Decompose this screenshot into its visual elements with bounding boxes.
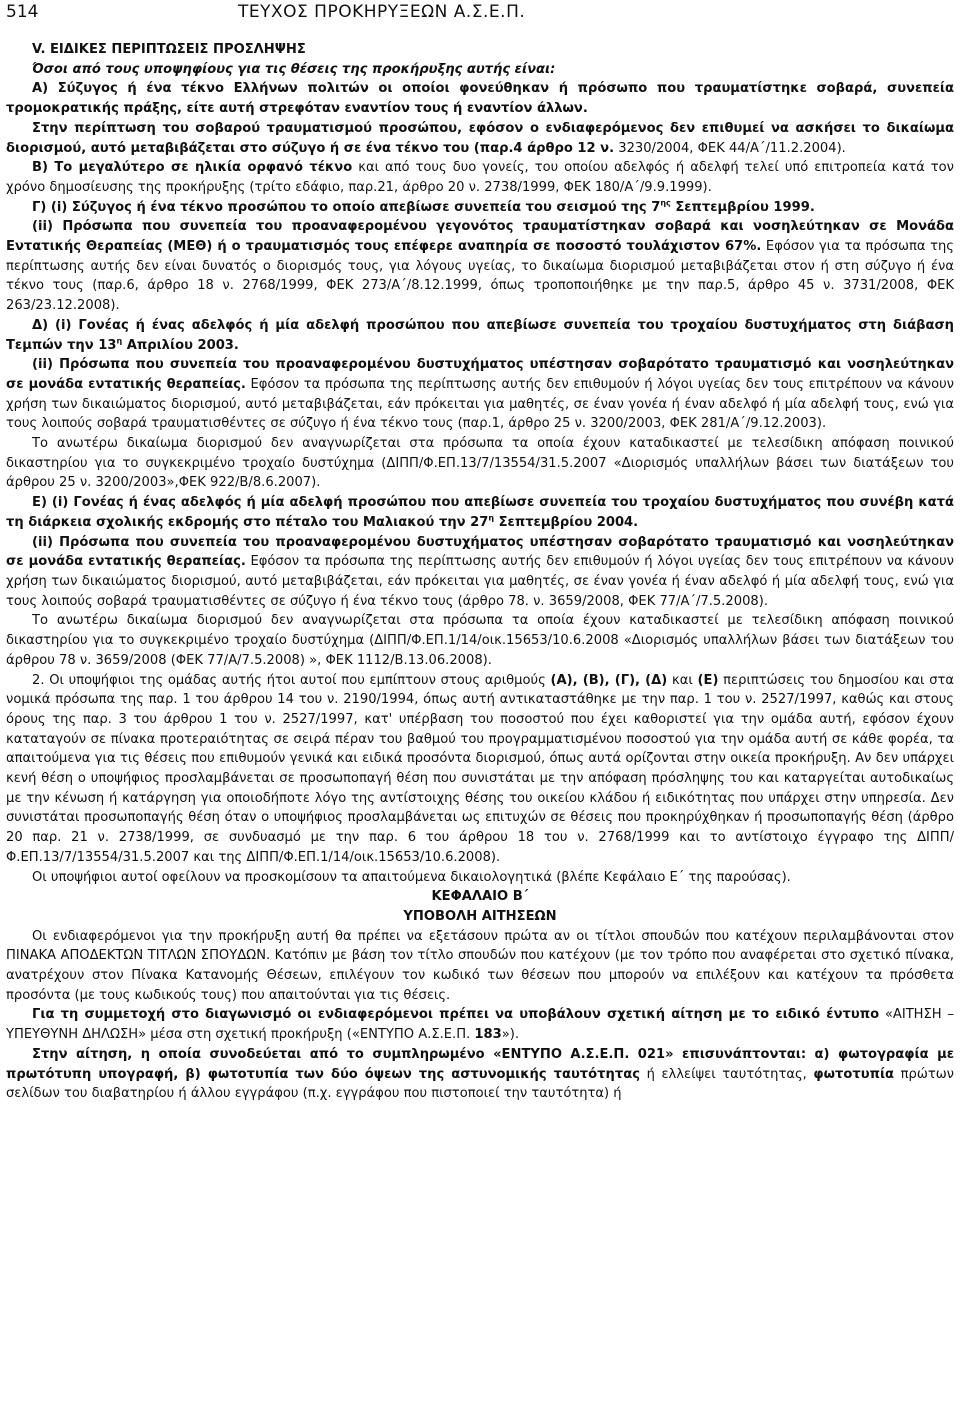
paragraph-2: 2. Οι υποψήφιοι της ομάδας αυτής ήτοι αυτοί που εμπίπτουν στους αριθμούς (Α), (Β), (Γ), (Δ) και (Ε) περιπτώσεις του δημοσίου και στα νομικά πρόσωπα της παρ. 1 του άρθρου 14 του ν. 2190/1994, όπως αυτή αντικαταστάθηκε με την παρ. 1 του ν. 2527/1997, καθώς και στους όρους της παρ. 3 του άρθρου 1 του ν. 2527/1997, κατ' υπέρβαση του ποσοστού που έχει καθοριστεί για την ομάδα αυτή, εφόσον έχουν καταταγούν σε πίνακα προτεραιότητας σε σειρά πέραν του βαθμού του προγραμματισμένου ποσοστού για την ομάδα αυτή σε κάθε φορέα, τα απαιτούμενα για τις θέσεις που επιθυμούν γενικά και ειδικά προσόντα διορισμού, όπως αυτά ορίζονται στην οικεία προκήρυξη. Αν δεν υπάρχει κενή θέση ο υποψήφιος προσλαμβάνεται σε προσωποπαγή θέση που συνιστάται με την απόφαση πρόσληψης του και καταργείται αυτοδικαίως με την κένωση ή κατάργηση για οποιοδήποτε λόγο της αντίστοιχης θέσης του οικείου κλάδου ή ειδικότητας που υπάρχει στην υπηρεσία. Δεν συνιστάται προσωποπαγής θέση όταν ο υποψήφιος προσλαμβάνεται ως επιτυχών σε θέσεις που προκηρύχθηκαν ή προσωποπαγής θέση (άρθρο 20 παρ. 21 ν. 2738/1999, σε συνδυασμό με την παρ. 6 του άρθρου 18 του ν. 2768/1999 και το αντίστοιχο έγγραφο της ΔΙΠΠ/Φ.ΕΠ.13/7/13554/31.5.2007 και της ΔΙΠΠ/Φ.ΕΠ.1/14/οικ.15653/10.6.2008). bbox=[6, 672, 955, 865]
submission-paragraph-2: Για τη συμμετοχή στο διαγωνισμό οι ενδιαφερόμενοι πρέπει να υποβάλουν σχετική αίτηση με το ειδικό έντυπο «ΑΙΤΗΣΗ – ΥΠΕΥΘΥΝΗ ΔΗΛΩΣΗ» μέσα στη σχετική προκήρυξη («ΕΝΤΥΠΟ Α.Σ.Ε.Π. 183»). bbox=[6, 1007, 954, 1043]
case-e-i: Ε) (i) Γονέας ή ένας αδελφός ή μία αδελφή προσώπου που απεβίωσε συνεπεία του τροχαίου δυστυχήματος που συνέβη κατά τη διάρκεια σχολικής εκδρομής στο πέταλο του Μαλιακού την $27^\eta$ Σεπτεμβρίου 2004. bbox=[6, 495, 954, 530]
page-number: 514 bbox=[6, 2, 39, 22]
case-g-i: Γ) (i) Σύζυγος ή ένα τέκνο προσώπου το οποίο απεβίωσε συνεπεία του σεισμού της $7^{\eta\varsigma}$ Σεπτεμβρίου 1999. bbox=[32, 198, 815, 215]
case-d-i: Δ) (i) Γονέας ή ένας αδελφός ή μία αδελφή προσώπου που απεβίωσε συνεπεία του τροχαίου δυστυχήματος στη διάβαση Τεμπών την $13^\eta$ Απριλίου 2003. bbox=[6, 317, 954, 353]
page-header bbox=[6, 0, 954, 32]
case-e-ii: (ii) Πρόσωπα που συνεπεία του προαναφερομένου δυστυχήματος υπέστησαν σοβαρότατο τραυματισμό και νοσηλεύτηκαν σε μονάδα εντατικής θεραπείας. Εφόσον τα πρόσωπα της περίπτωσης αυτής δεν επιθυμούν ή λόγοι υγείας δεν τους επιτρέπουν να κάνουν χρήση των δικαιώματος διορισμού, αυτό μεταβιβάζεται, εάν πρόκειται για μαθητές, σε έναν γονέα ή έναν αδελφό ή μία αδελφή τους, ενώ για τους λοιπούς σοβαρά τραυματισθέντες σε σύζυγο ή ένα τέκνο τους (άρθρο 78. ν. 3659/2008, ΦΕΚ 77/Α΄/7.5.2008). bbox=[6, 534, 954, 609]
case-e-note: Το ανωτέρω δικαίωμα διορισμού δεν αναγνωρίζεται στα πρόσωπα τα οποία έχουν καταδικαστεί με τελεσίδικη απόφαση ποινικού δικαστηρίου για το συγκεκριμένο τροχαίο δυστύχημα (ΔΙΠΠ/Φ.ΕΠ.1/14/οικ.15653/10.6.2008 «Διορισμός υπαλλήλων βάσει των διατάξεων του άρθρου 78 ν. 3659/2008 (ΦΕΚ 77/Α/7.5.2008) », ΦΕΚ 1112/Β.13.06.2008). bbox=[6, 613, 954, 668]
case-a-note: Στην περίπτωση του σοβαρού τραυματισμού προσώπου, εφόσον ο ενδιαφερόμενος δεν επιθυμεί να ασκήσει το δικαίωμα διορισμού, αυτό μεταβιβάζεται στο σύζυγο ή σε ένα τέκνο του (παρ.4 άρθρο 12 ν. 3230/2004, ΦΕΚ 44/Α΄/11.2.2004). bbox=[6, 120, 954, 156]
document-body bbox=[6, 40, 954, 1104]
section-title: V. ΕΙΔΙΚΕΣ ΠΕΡΙΠΤΩΣΕΙΣ ΠΡΟΣΛΗΨΗΣ bbox=[32, 42, 306, 57]
section-intro: Όσοι από τους υποψηφίους για τις θέσεις της προκήρυξης αυτής είναι: bbox=[32, 61, 556, 77]
chapter-title: ΥΠΟΒΟΛΗ ΑΙΤΗΣΕΩΝ bbox=[403, 908, 557, 924]
journal-title: ΤΕΥΧΟΣ ΠΡΟΚΗΡΥΞΕΩΝ Α.Σ.Ε.Π. bbox=[238, 2, 526, 22]
submission-paragraph-3: Στην αίτηση, η οποία συνοδεύεται από το συμπληρωμένο «ΕΝΤΥΠΟ Α.Σ.Ε.Π. 021» επισυνάπτονται: α) φωτογραφία με πρωτότυπη υπογραφή, β) φωτοτυπία των δύο όψεων της αστυνομικής ταυτότητας ή ελλείψει ταυτότητας, φωτοτυπία πρώτων σελίδων του διαβατηρίου ή άλλου εγγράφου (π.χ. εγγράφου που πιστοποιεί την ταυτότητα) ή bbox=[6, 1046, 954, 1102]
chapter-label: ΚΕΦΑΛΑΙΟ Β΄ bbox=[431, 889, 529, 905]
case-d-note: Το ανωτέρω δικαίωμα διορισμού δεν αναγνωρίζεται στα πρόσωπα τα οποία έχουν καταδικαστεί με τελεσίδικη απόφαση ποινικού δικαστηρίου για το συγκεκριμένο τροχαίο δυστύχημα (ΔΙΠΠ/Φ.ΕΠ.13/7/13554/31.5.2007 «Διορισμός υπαλλήλων βάσει των διατάξεων του άρθρου 25 ν. 3200/2003»,ΦΕΚ 922/Β/8.6.2007). bbox=[6, 436, 954, 491]
paragraph-2-final: Οι υποψήφιοι αυτοί οφείλουν να προσκομίσουν τα απαιτούμενα δικαιολογητικά (βλέπε Κεφάλαιο Ε΄ της παρούσας). bbox=[32, 869, 791, 885]
case-a: Α) Σύζυγος ή ένα τέκνο Ελλήνων πολιτών οι οποίοι φονεύθηκαν ή πρόσωπο που τραυματίστηκε σοβαρά, συνεπεία τρομοκρατικής πράξης, είτε αυτή στρεφόταν εναντίον τους ή εναντίον άλλων. bbox=[6, 81, 954, 117]
submission-paragraph-1: Οι ενδιαφερόμενοι για την προκήρυξη αυτή θα πρέπει να εξετάσουν πρώτα αν οι τίτλοι σπουδών που κατέχουν περιλαμβάνονται στον ΠΙΝΑΚΑ ΑΠΟΔΕΚΤΩΝ ΤΙΤΛΩΝ ΣΠΟΥΔΩΝ. Κατόπιν με βάση τον τίτλο σπουδών που κατέχουν (με τον τρόπο που αναφέρεται στο σχετικό πίνακα, ανατρέχουν στον Πίνακα Κατανομής Θέσεων, επιλέγουν τον κωδικό των θέσεων που μπορούν να επιλέξουν και κατέχουν τα πρόσθετα προσόντα (με τους κωδικούς τους) που απαιτούνται για τις θέσεις. bbox=[6, 928, 954, 1003]
case-d-ii: (ii) Πρόσωπα που συνεπεία του προαναφερομένου δυστυχήματος υπέστησαν σοβαρότατο τραυματισμό και νοσηλεύτηκαν σε μονάδα εντατικής θεραπείας. Εφόσον τα πρόσωπα της περίπτωσης αυτής δεν επιθυμούν ή λόγοι υγείας δεν τους επιτρέπουν να κάνουν χρήση των δικαιώματος διορισμού, αυτό μεταβιβάζεται, εάν πρόκειται για μαθητές, σε έναν γονέα ή έναν αδελφό ή μία αδελφή τους, ενώ για τους λοιπούς σοβαρά τραυματισθέντες σε σύζυγο ή ένα τέκνο τους (παρ.1, άρθρο 25 ν. 3200/2003, ΦΕΚ 281/Α΄/9.12.2003). bbox=[6, 357, 954, 432]
case-g-ii: (ii) Πρόσωπα που συνεπεία του προαναφερομένου γεγονότος τραυματίστηκαν σοβαρά και νοσηλεύτηκαν σε Μονάδα Εντατικής Θεραπείας (ΜΕΘ) ή ο τραυματισμός τους επέφερε αναπηρία σε ποσοστό τουλάχιστον 67%. Εφόσον για τα πρόσωπα της περίπτωσης αυτής δεν είναι δυνατός ο διορισμός τους, για λόγους υγείας, το δικαίωμα διορισμού μεταβιβάζεται στον ή στη σύζυγο ή ένα τέκνο τους (παρ.6, άρθρο 18 ν. 2768/1999, ΦΕΚ 273/Α΄/8.12.1999, όπως τροποποιήθηκε με την παρ.5, άρθρο 45 ν. 3731/2008, ΦΕΚ 263/23.12.2008). bbox=[6, 219, 954, 314]
case-b: Β) Το μεγαλύτερο σε ηλικία ορφανό τέκνο και από τους δυο γονείς, του οποίου αδελφός ή αδελφή τελεί υπό επιτροπεία κατά τον χρόνο δημοσίευσης της προκήρυξης (τρίτο εδάφιο, παρ.21, άρθρο 20 ν. 2738/1999, ΦΕΚ 180/Α΄/9.9.1999). bbox=[6, 160, 954, 195]
